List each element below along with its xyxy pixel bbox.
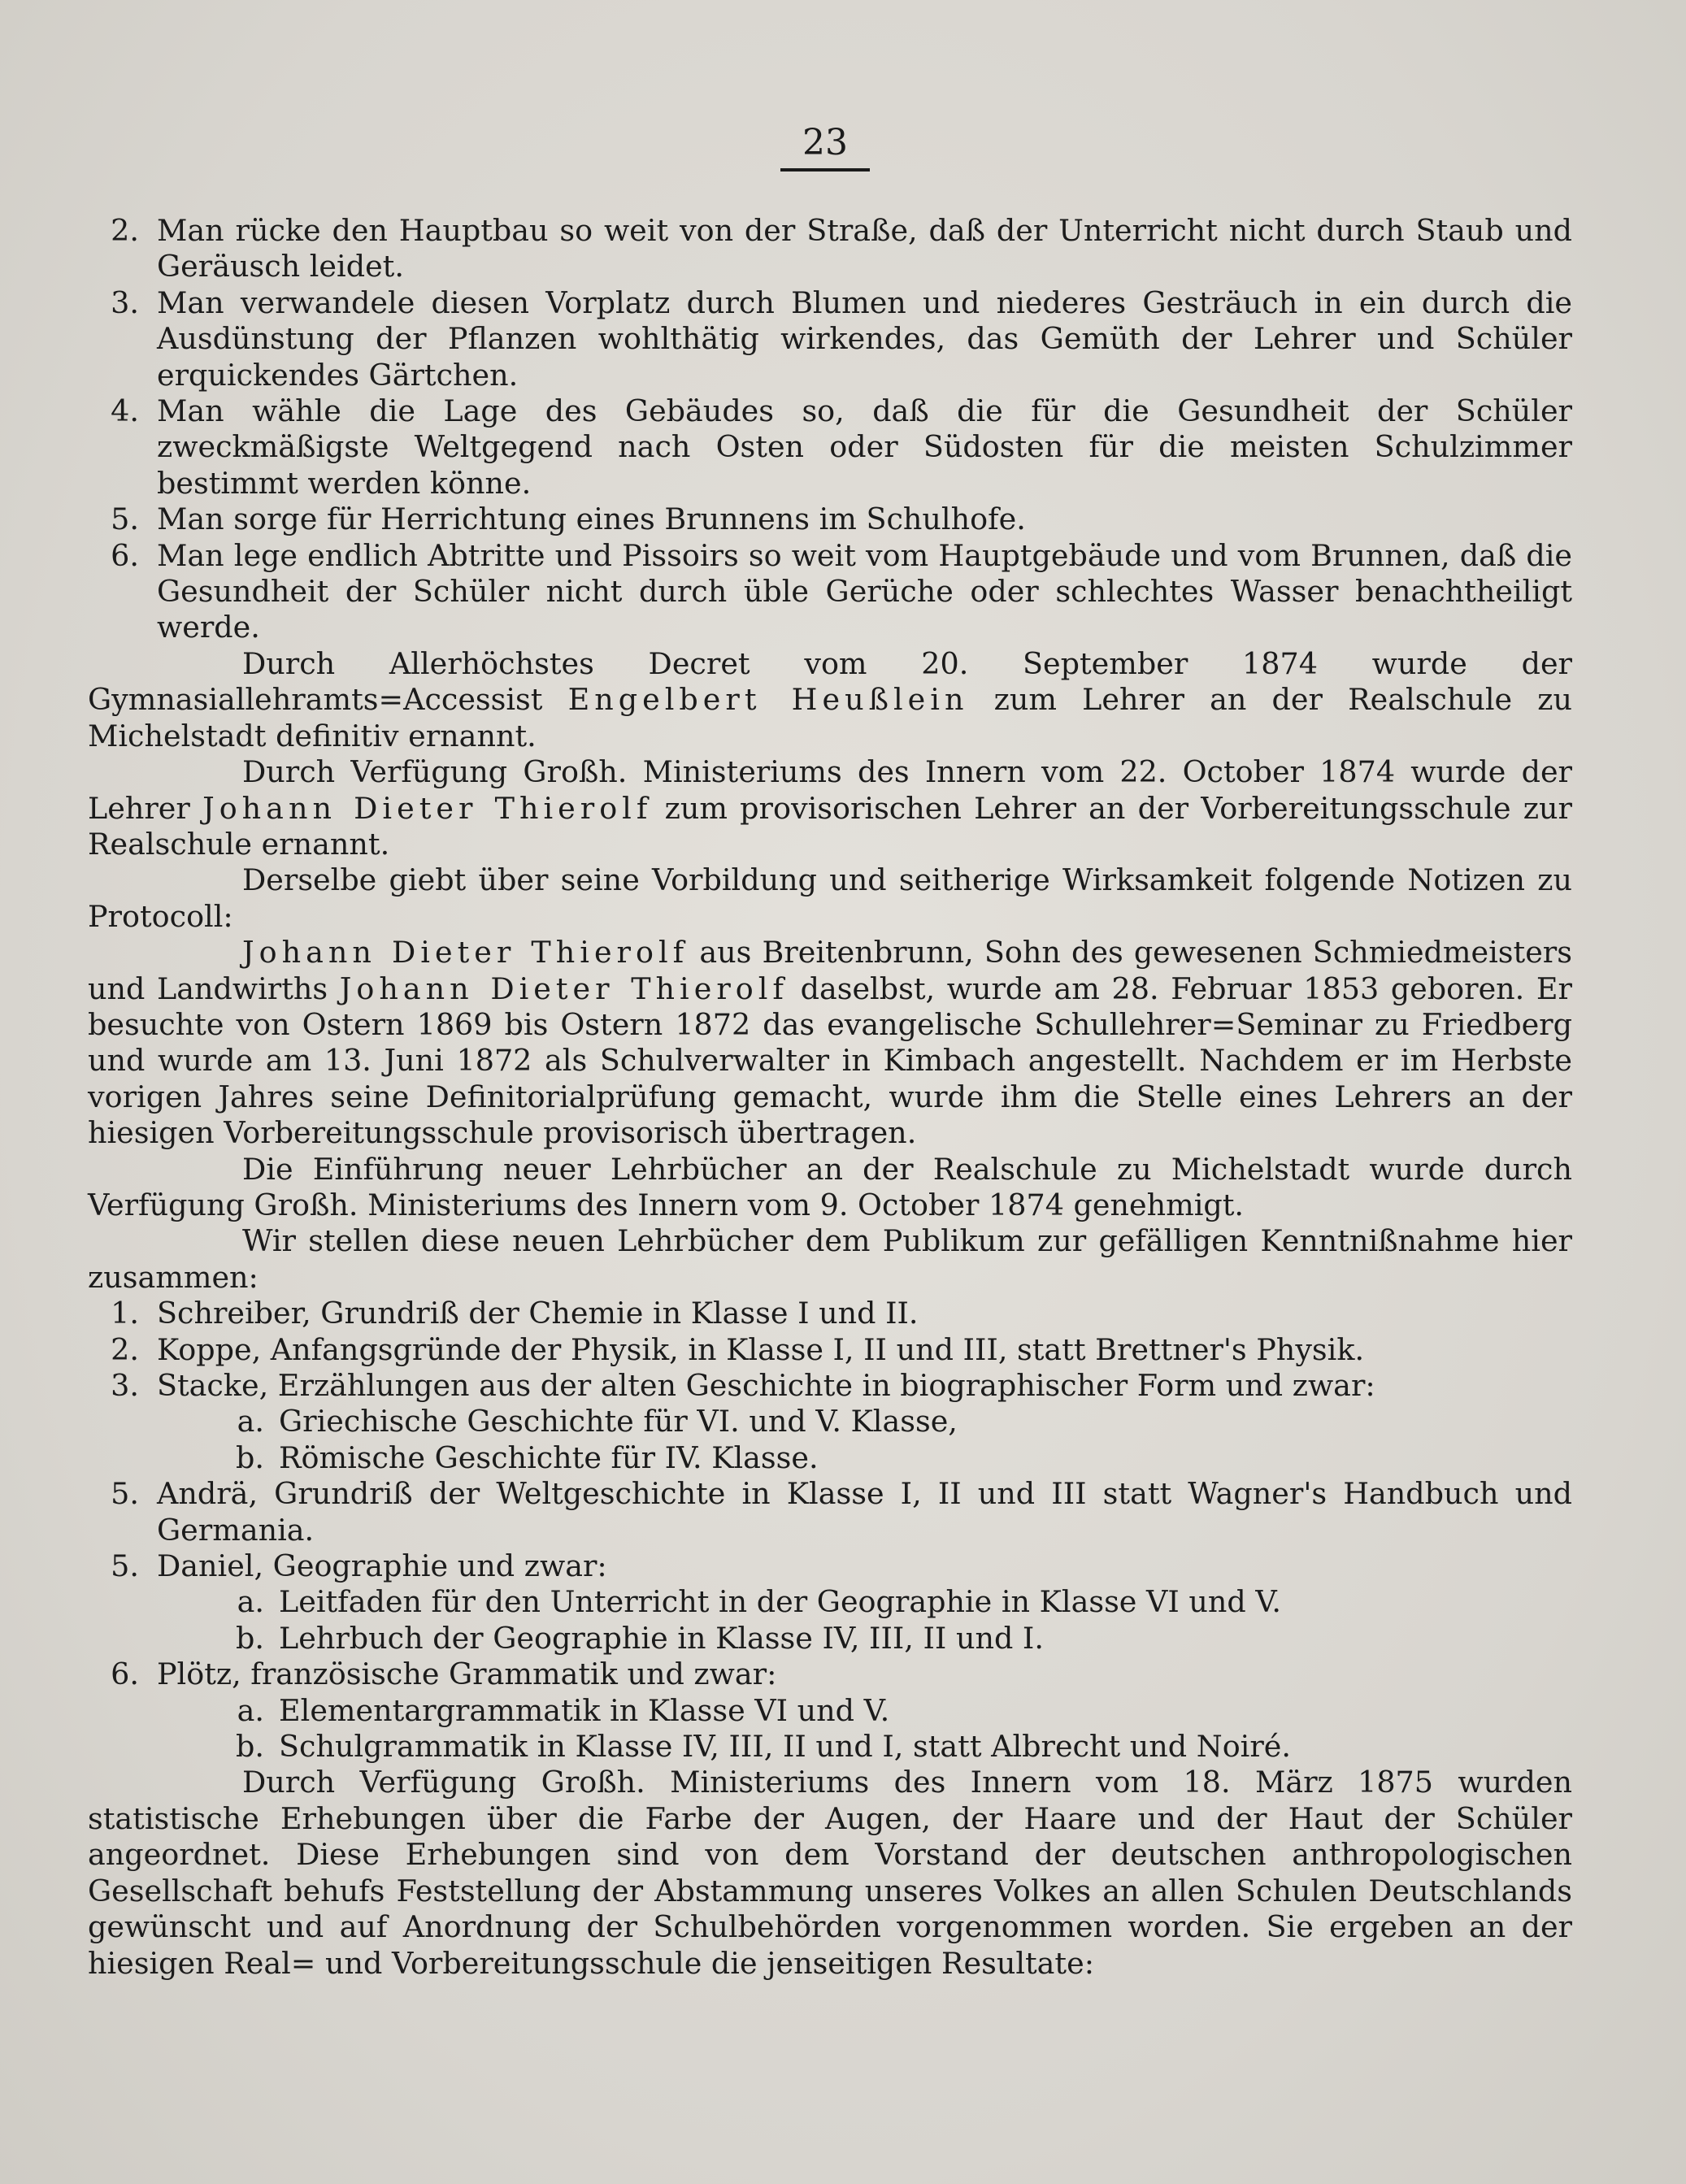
- paragraph-erhebung: Durch Verfügung Großh. Ministeriums des Innern vom 18. März 1875 wurden statistische Erhebungen über die Farbe der Augen, der Haare und der Haut der Schüler angeordnet. Diese Erhebungen sind von dem Vorstand der deutschen anthropologischen Gesellschaft behufs Feststellung der Abstammung unseres Volkes an allen Schulen Deutschlands gewünscht und auf Anordnung der Schulbehörden vorgenommen worden. Sie ergeben an der hiesigen Real= und Vorbereitungsschule die jenseitigen Resultate:: [88, 1765, 1572, 1981]
- list-number: 4.: [111, 393, 139, 429]
- paragraph-einfuehrung: Die Einführung neuer Lehrbücher an der Realschule zu Michelstadt wurde durch Verfügung Großh. Ministeriums des Innern vom 9. October 1874 genehmigt.: [88, 1151, 1572, 1222]
- list-text: Lehrbuch der Geographie in Klasse IV, III, II und I.: [279, 1620, 1044, 1656]
- book-item: [88, 1656, 1572, 1692]
- book-subitem: [88, 1621, 1572, 1656]
- list-number: 3.: [111, 1368, 139, 1403]
- list-text: Schreiber, Grundriß der Chemie in Klasse I und II.: [157, 1296, 919, 1331]
- list-text: Koppe, Anfangsgründe der Physik, in Klasse I, II und III, statt Brettner's Physik.: [157, 1331, 1365, 1367]
- list-text: Man rücke den Hauptbau so weit von der Straße, daß der Unterricht nicht durch Staub und Geräusch leidet.: [157, 213, 1572, 284]
- list-text: Römische Geschichte für IV. Klasse.: [279, 1439, 819, 1475]
- list-number: 6.: [111, 1656, 139, 1692]
- person-name: Engelbert Heußlein: [567, 682, 969, 718]
- book-subitem: [88, 1584, 1572, 1620]
- paragraph-decree: [88, 646, 1572, 754]
- list-item: [88, 213, 1572, 285]
- list-text: Schulgrammatik in Klasse IV, III, II und I, statt Albrecht und Noiré.: [279, 1729, 1291, 1765]
- list-text: Leitfaden für den Unterricht in der Geographie in Klasse VI und V.: [279, 1584, 1281, 1620]
- body-text: [88, 213, 1572, 1982]
- list-text: Man sorge für Herrichtung eines Brunnens im Schulhofe.: [157, 501, 1026, 537]
- list-text: Andrä, Grundriß der Weltgeschichte in Klasse I, II und III statt Wagner's Handbuch und Germania.: [157, 1476, 1572, 1548]
- list-item: [88, 501, 1572, 537]
- list-letter: a.: [237, 1584, 264, 1620]
- list-number: 2.: [111, 1331, 139, 1367]
- book-item: [88, 1296, 1572, 1331]
- list-text: Stacke, Erzählungen aus der alten Geschichte in biographischer Form und zwar:: [157, 1368, 1375, 1403]
- book-item: [88, 1332, 1572, 1368]
- list-text: Griechische Geschichte für VI. und V. Klasse,: [279, 1404, 958, 1439]
- book-subitem: [88, 1729, 1572, 1765]
- book-item: [88, 1548, 1572, 1584]
- list-letter: b.: [236, 1620, 264, 1656]
- list-item: [88, 538, 1572, 646]
- text-span: Durch Verfügung Großh. Ministeriums des Innern vom 22. October 1874 wurde der Lehrer: [88, 754, 1572, 826]
- paragraph-verfuegung: [88, 754, 1572, 862]
- list-letter: a.: [237, 1692, 264, 1728]
- list-number: 5.: [111, 1476, 139, 1512]
- list-text: Man wähle die Lage des Gebäudes so, daß die für die Gesundheit der Schüler zweckmäßigste Weltgegend nach Osten oder Südosten für die meisten Schulzimmer bestimmt werden könne.: [157, 393, 1572, 501]
- list-number: 1.: [111, 1296, 139, 1331]
- paragraph-derselbe: Derselbe giebt über seine Vorbildung und seitherige Wirksamkeit folgende Notizen zu Protocoll:: [88, 862, 1572, 934]
- list-text: Plötz, französische Grammatik und zwar:: [157, 1656, 777, 1692]
- book-subitem: [88, 1404, 1572, 1439]
- list-text: Elementargrammatik in Klasse VI und V.: [279, 1692, 890, 1728]
- book-item: [88, 1368, 1572, 1404]
- person-name: Johann Dieter Thierolf: [242, 935, 689, 970]
- list-item: [88, 393, 1572, 501]
- list-letter: b.: [236, 1439, 264, 1475]
- list-number: 6.: [111, 537, 139, 573]
- text-span: Durch Allerhöchstes Decret vom 20. September 1874 wurde der Gymnasiallehramts=Accessist: [88, 645, 1572, 718]
- page-number: 23: [780, 122, 870, 172]
- list-number: 5.: [111, 1548, 139, 1584]
- list-text: Man lege endlich Abtritte und Pissoirs so weit vom Hauptgebäude und vom Brunnen, daß die Gesundheit der Schüler nicht durch üble Gerüche oder schlechtes Wasser benachtheiligt werde.: [157, 537, 1572, 645]
- list-letter: b.: [236, 1729, 264, 1765]
- list-item: [88, 285, 1572, 393]
- person-name: Johann Dieter Thierolf: [339, 970, 789, 1006]
- text-span: zum Lehrer an der Realschule zu Michelstadt definitiv ernannt.: [88, 682, 1573, 753]
- list-letter: a.: [237, 1404, 264, 1439]
- text-span: zum provisorischen Lehrer an der Vorbereitungsschule zur Realschule ernannt.: [88, 790, 1572, 862]
- book-subitem: [88, 1440, 1572, 1476]
- book-subitem: [88, 1693, 1572, 1729]
- text-span: aus Breitenbrunn, Sohn des gewesenen Schmiedmeisters und Landwirths: [88, 935, 1572, 1006]
- list-number: 2.: [111, 213, 139, 248]
- person-name: Johann Dieter Thierolf: [202, 790, 653, 826]
- list-text: Man verwandele diesen Vorplatz durch Blumen und niederes Gesträuch in ein durch die Ausdünstung der Pflanzen wohlthätig wirkendes, das Gemüth der Lehrer und Schüler erquickendes Gärtchen.: [157, 284, 1572, 393]
- paragraph-wir-stellen: Wir stellen diese neuen Lehrbücher dem Publikum zur gefälligen Kenntnißnahme hier zusammen:: [88, 1223, 1572, 1295]
- list-number: 5.: [111, 501, 139, 537]
- paragraph-biography: [88, 935, 1572, 1151]
- list-number: 3.: [111, 284, 139, 320]
- text-span: daselbst, wurde am 28. Februar 1853 geboren. Er besuchte von Ostern 1869 bis Ostern 1872 das evangelische Schullehrer=Seminar zu Friedberg und wurde am 13. Juni 1872 als Schulverwalter in Kimbach angestellt. Nachdem er im Herbste vorigen Jahres seine Definitorialprüfung gemacht, wurde ihm die Stelle eines Lehrers an der hiesigen Vorbereitungsschule provisorisch übertragen.: [88, 970, 1573, 1151]
- book-item: [88, 1476, 1572, 1548]
- list-text: Daniel, Geographie und zwar:: [157, 1548, 607, 1584]
